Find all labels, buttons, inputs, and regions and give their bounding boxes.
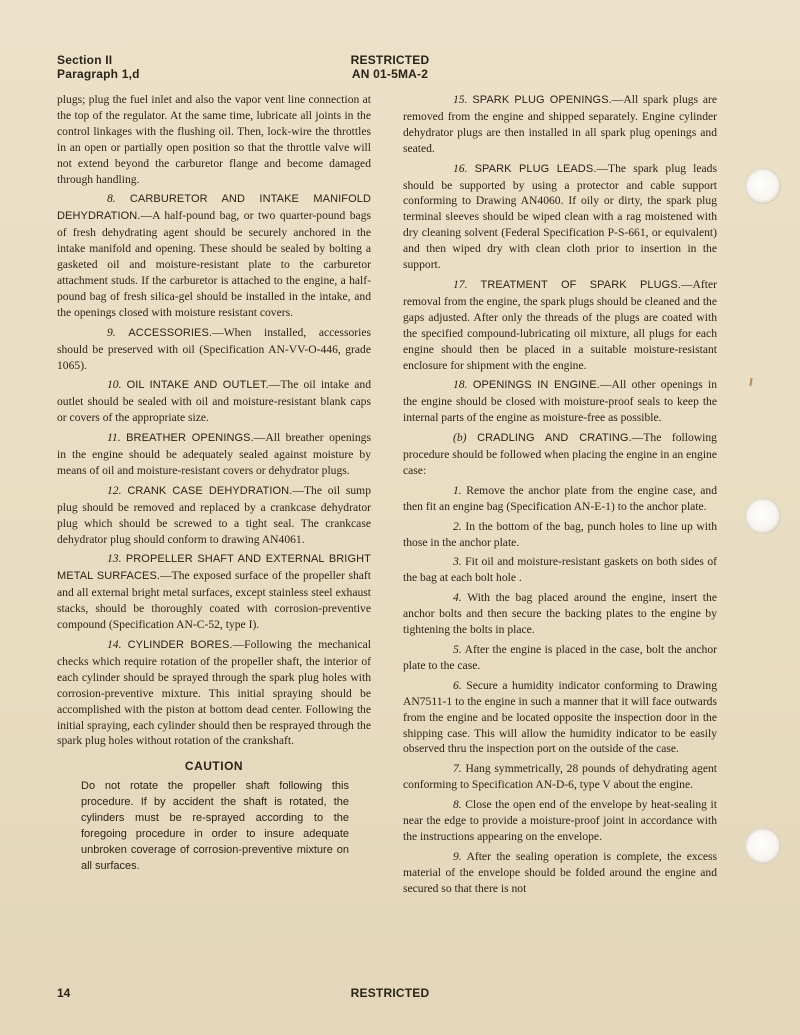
paragraph-b — [403, 430, 717, 479]
step-text: In the bottom of the bag, punch holes to line up with those in the anchor plate. — [403, 519, 717, 549]
paragraph-8 — [57, 191, 371, 320]
paragraph-number: 15. — [453, 93, 468, 106]
step-text: Secure a humidity indicator conforming to Drawing AN7511-1 to the engine in such a manner that it will face outwards from the engine and be located opposite the inspection door in the shipping case. This will allow the humidity indicator to be easily observed thru the inspection port on the outside of the case. — [403, 678, 717, 756]
step-number: 7. — [453, 762, 462, 776]
paragraph-text: —The oil intake and outlet should be sealed with oil and moisture-resistant blank caps or covers of the appropriate size. — [57, 378, 372, 425]
paragraph-17 — [403, 277, 717, 373]
paragraph-label: Paragraph 1,d — [57, 67, 140, 81]
paragraph-10 — [57, 377, 371, 426]
paragraph-text: —The exposed surface of the propeller shaft and all external bright metal surfaces, except stainless steel exhaust stacks, should be thoroughly coated with corrosion-preventive compound (Specification AN-C-52, type I). — [57, 569, 371, 632]
step-number: 2. — [453, 519, 462, 533]
step-4 — [403, 590, 717, 638]
section-header — [57, 53, 140, 81]
paragraph-number: 16. — [453, 161, 468, 175]
step-text: After the engine is placed in the case, bolt the anchor plate to the case. — [403, 643, 717, 672]
paragraph-heading: CRADLING AND CRATING. — [477, 432, 632, 445]
step-text: Close the open end of the envelope by heat-sealing it near the edge to provide a moisture-proof joint in accordance with the instructions appearing on the envelope. — [403, 798, 717, 843]
step-number: 6. — [453, 678, 462, 692]
paragraph-11 — [57, 430, 371, 479]
paragraph-14 — [57, 637, 371, 749]
paragraph-text: —The following procedure should be followed when placing the engine in an engine case: — [403, 431, 717, 477]
binder-hole-middle — [745, 498, 781, 534]
classification-header: RESTRICTED — [350, 53, 430, 67]
paragraph-text: —The spark plug leads should be supported by using a protector and cable support conforming to Drawing AN4060. If oily or dirty, the spark plug terminal sleeves should be wiped clean with a rag moistened with dry cleaning solvent (Federal Specification P-S-661, or equivalent) and then wiped dry with clean cloth prior to insertion in the support. — [403, 161, 717, 272]
paragraph-9 — [57, 325, 371, 374]
paragraph-number: 17. — [453, 277, 468, 291]
step-text: Hang symmetrically, 28 pounds of dehydrating agent conforming to Specification AN-D-6, type V about the engine. — [403, 762, 718, 792]
paragraph-heading: OPENINGS IN ENGINE. — [472, 379, 600, 392]
step-1 — [403, 483, 717, 515]
step-number: 9. — [453, 849, 462, 863]
paragraph-number: (b) — [453, 431, 467, 445]
paragraph-heading: PROPELLER SHAFT AND EXTERNAL BRIGHT METAL SURFACES. — [57, 553, 371, 583]
paragraph-18 — [403, 377, 717, 426]
paragraph-text: —After removal from the engine, the spark plugs should be cleaned and the gaps adjusted. After only the threads of the plugs are coated with the specified compound-lubricating oil mixture, all plugs for each engine should then be placed in a suitable moisture-resistant enclosure for shipment with the engine. — [403, 277, 717, 372]
paragraph-continued: plugs; plug the fuel inlet and also the vapor vent line connection at the top of the regulator. At the same time, lubricate all joints in the control linkages with the flushing oil. Then, lock-wire the throttles in an open or partially open position so that the throttle valve will not extend beyond the carburetor flange and become damaged through handling. — [57, 93, 371, 186]
caution-title: CAUTION — [184, 759, 244, 774]
step-6 — [403, 678, 717, 758]
paragraph-15 — [403, 92, 717, 157]
step-number: 8. — [453, 798, 462, 812]
paragraph-number: 18. — [453, 378, 468, 392]
right-column — [403, 92, 717, 901]
paragraph-number: 11. — [107, 431, 121, 445]
step-5 — [403, 642, 717, 674]
paragraph-16 — [403, 161, 717, 273]
paragraph-number: 8. — [107, 192, 116, 206]
paragraph-text: —All other openings in the engine should be closed with moisture-proof seals to keep the internal parts of the engine as moisture-free as possible. — [403, 378, 717, 425]
step-number: 5. — [453, 643, 462, 656]
paragraph-heading: CYLINDER BORES. — [127, 639, 233, 651]
step-number: 1. — [453, 483, 462, 497]
paragraph-13 — [57, 551, 371, 633]
document-number: AN 01-5MA-2 — [351, 67, 429, 81]
step-number: 3. — [453, 555, 462, 569]
step-text: Remove the anchor plate from the engine case, and then fit an engine bag (Specification AN-E-1) to the anchor plate. — [403, 483, 717, 513]
step-number: 4. — [453, 591, 462, 605]
paragraph-number: 10. — [107, 378, 122, 392]
paragraph-text: —The oil sump plug should be removed and replaced by a crankcase dehydrator plug which should be screwed to a tight seal. The crankcase dehydrator plug should conform to drawing AN4061. — [57, 483, 371, 546]
paragraph-heading: SPARK PLUG LEADS. — [474, 162, 597, 175]
paragraph-12 — [57, 483, 371, 548]
paragraph-text: —All breather openings in the engine should be adequately sealed against moisture by means of oil and moisture-resistant covers or dehydrator plugs. — [57, 431, 371, 477]
classification-footer: RESTRICTED — [350, 986, 430, 1000]
document-header — [320, 53, 460, 81]
step-3 — [403, 554, 717, 586]
paragraph-text: —All spark plugs are removed from the engine and shipped separately. Engine cylinder dehydrator plugs are then installed in all spark plug openings and seated. — [403, 93, 718, 155]
paragraph-number: 14. — [107, 638, 122, 651]
step-text: With the bag placed around the engine, insert the anchor bolts and then secure the backing plates to the engine by tightening the bolts in place. — [403, 591, 717, 637]
step-7 — [403, 761, 717, 793]
paragraph-heading: ACCESSORIES. — [128, 326, 213, 339]
step-2 — [403, 519, 717, 551]
paragraph-heading: TREATMENT OF SPARK PLUGS. — [480, 278, 681, 291]
paragraph-heading: CRANK CASE DEHYDRATION. — [127, 484, 293, 497]
paper-blemish — [749, 378, 752, 386]
paragraph-text: —When installed, accessories should be preserved with oil (Specification AN-VV-O-446, grade 1065). — [57, 325, 371, 372]
step-9 — [403, 849, 717, 897]
paragraph-number: 9. — [107, 325, 116, 339]
paragraph-text: —Following the mechanical checks which require rotation of the propeller shaft, the interior of each cylinder should be sprayed through the spark plug holes with corrosion-preventive mixture. This initial spraying should be accomplished with the piston at bottom dead center. Following the initial spraying, each cylinder should then be resprayed through the spark plug holes without rotation of the crankshaft. — [57, 638, 371, 748]
step-text: After the sealing operation is complete, the excess material of the envelope should be folded around the engine and secured so that there is not — [403, 849, 717, 895]
paragraph-heading: BREATHER OPENINGS. — [126, 432, 254, 445]
binder-hole-top — [745, 168, 781, 204]
paragraph-number: 13. — [107, 552, 122, 566]
section-label: Section II — [57, 53, 113, 67]
paragraph-heading: CARBURETOR AND INTAKE MANIFOLD DEHYDRATION. — [57, 193, 372, 223]
paragraph-number: 12. — [107, 483, 122, 497]
paragraph-text: —A half-pound bag, or two quarter-pound bags of fresh dehydrating agent should be securely anchored in the intake manifold and opening. These should be sealed by bolting a gasketed oil and moisture-resistant plate to the carburetor attachment studs. If the carburetor is attached to the engine, a half-pound bag of fresh silica-gel should be installed in the intake, and the openings closed with moisture resistant covers. — [57, 209, 371, 319]
step-text: Fit oil and moisture-resistant gaskets on both sides of the bag at each bolt hole . — [403, 555, 717, 585]
page-number: 14 — [57, 986, 71, 1000]
caution-text: Do not rotate the propeller shaft following this procedure. If by accident the shaft is rotated, the cylinders must be re-sprayed according to the foregoing procedure in order to insure adequate unbroken coverage of corrosion-preventive mixture on all surfaces. — [81, 780, 349, 872]
binder-hole-bottom — [745, 828, 781, 864]
step-8 — [403, 797, 717, 845]
paragraph-heading: OIL INTAKE AND OUTLET. — [126, 379, 269, 392]
paragraph-heading: SPARK PLUG OPENINGS. — [472, 94, 612, 106]
left-column — [57, 92, 371, 875]
